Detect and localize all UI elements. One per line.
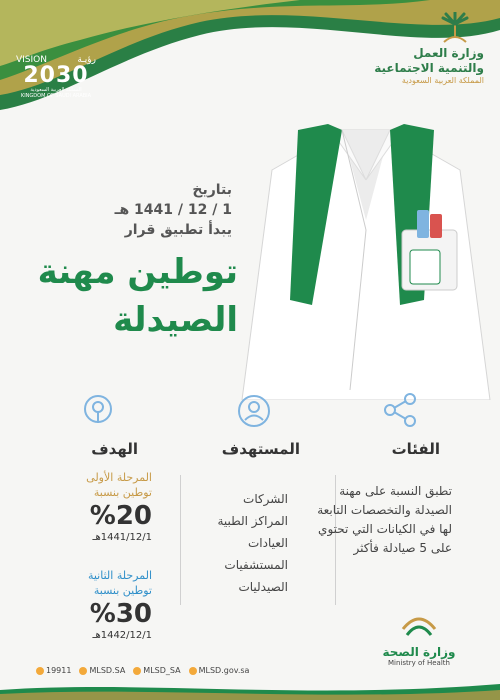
categories-text: تطبق النسبة على مهنة الصيدلة والتخصصات التابعة لها في الكيانات التي تحتوي على 5 صيادلة فأكثر (317, 484, 452, 555)
goal-phase-1 (32, 470, 152, 543)
ministry-name-1: وزارة العمل (413, 46, 484, 60)
footer-contacts (36, 666, 276, 675)
ministry-name-2: والتنمية الاجتماعية (374, 61, 484, 75)
twitter-icon (79, 667, 87, 675)
categories-title: الفئات (391, 440, 440, 458)
phase1-label2: توطين بنسبة (93, 486, 152, 499)
vision-year: 2030 (23, 63, 89, 88)
vision-en: VISION (16, 55, 47, 65)
phase1-label1: المرحلة الأولى (86, 471, 152, 484)
instagram-icon (133, 667, 141, 675)
footer-twitter[interactable] (79, 666, 125, 675)
moh-emblem-icon (399, 615, 439, 641)
target-item: المستشفيات (224, 558, 288, 572)
footer-wave (0, 680, 500, 700)
target-icon-wrap (236, 393, 272, 433)
footer-web[interactable] (189, 666, 250, 675)
user-target-icon (236, 393, 272, 429)
intro-line2: 1 / 12 / 1441 هـ (114, 202, 232, 218)
palm-swords-icon (438, 12, 472, 46)
phase2-date: 1442/12/1هـ (92, 630, 152, 641)
target-item: العيادات (247, 536, 288, 550)
target-item: الشركات (243, 492, 288, 506)
moh-name-ar: وزارة الصحة (382, 645, 456, 659)
phase1-pct: %20 (89, 501, 152, 531)
ministry-kingdom: المملكة العربية السعودية (401, 76, 484, 85)
vision-sub-en: KINGDOM OF SAUDI ARABIA (20, 93, 92, 99)
intro-block (32, 180, 232, 240)
vision-ar: رؤيـة (77, 55, 96, 65)
categories-icon-wrap (380, 393, 420, 431)
moh-name-en: Ministry of Health (388, 659, 450, 667)
ministry-health-logo (374, 615, 464, 667)
footer-instagram[interactable] (133, 666, 180, 675)
pharmacist-coat-illustration (232, 110, 500, 400)
footer-phone[interactable] (36, 666, 71, 675)
phone-icon (36, 667, 44, 675)
phase2-label1: المرحلة الثانية (87, 569, 152, 582)
target-title: المستهدف (221, 440, 300, 458)
headline-line1: توطين مهنة (37, 252, 238, 292)
goal-icon-wrap (80, 393, 116, 433)
intro-line1: بتاريخ (192, 182, 232, 198)
headline-line2: الصيدلة (113, 300, 238, 340)
target-list (168, 488, 288, 598)
vision-2030-logo (16, 55, 96, 99)
location-target-icon (80, 393, 116, 429)
web-text: MLSD.gov.sa (198, 666, 250, 675)
ministry-labor-logo (354, 12, 484, 85)
goal-phase-2 (32, 568, 152, 641)
share-nodes-icon (380, 393, 420, 427)
phase2-pct: %30 (89, 599, 152, 629)
goal-title: الهدف (91, 440, 138, 458)
handle-text: MLSD_SA (143, 666, 181, 675)
target-item: الصيدليات (238, 580, 288, 594)
phase1-date: 1441/12/1هـ (92, 532, 152, 543)
twitter-text: MLSD.SA (89, 666, 126, 675)
phase2-label2: توطين بنسبة (93, 584, 152, 597)
headline (8, 248, 238, 344)
intro-line3: يبدأ تطبيق قرار (124, 222, 232, 238)
vision-sub-ar: المملكة العربية السعودية (30, 87, 82, 93)
target-item: المراكز الطبية (217, 514, 288, 528)
globe-icon (189, 667, 197, 675)
phone-text: 19911 (46, 666, 72, 675)
